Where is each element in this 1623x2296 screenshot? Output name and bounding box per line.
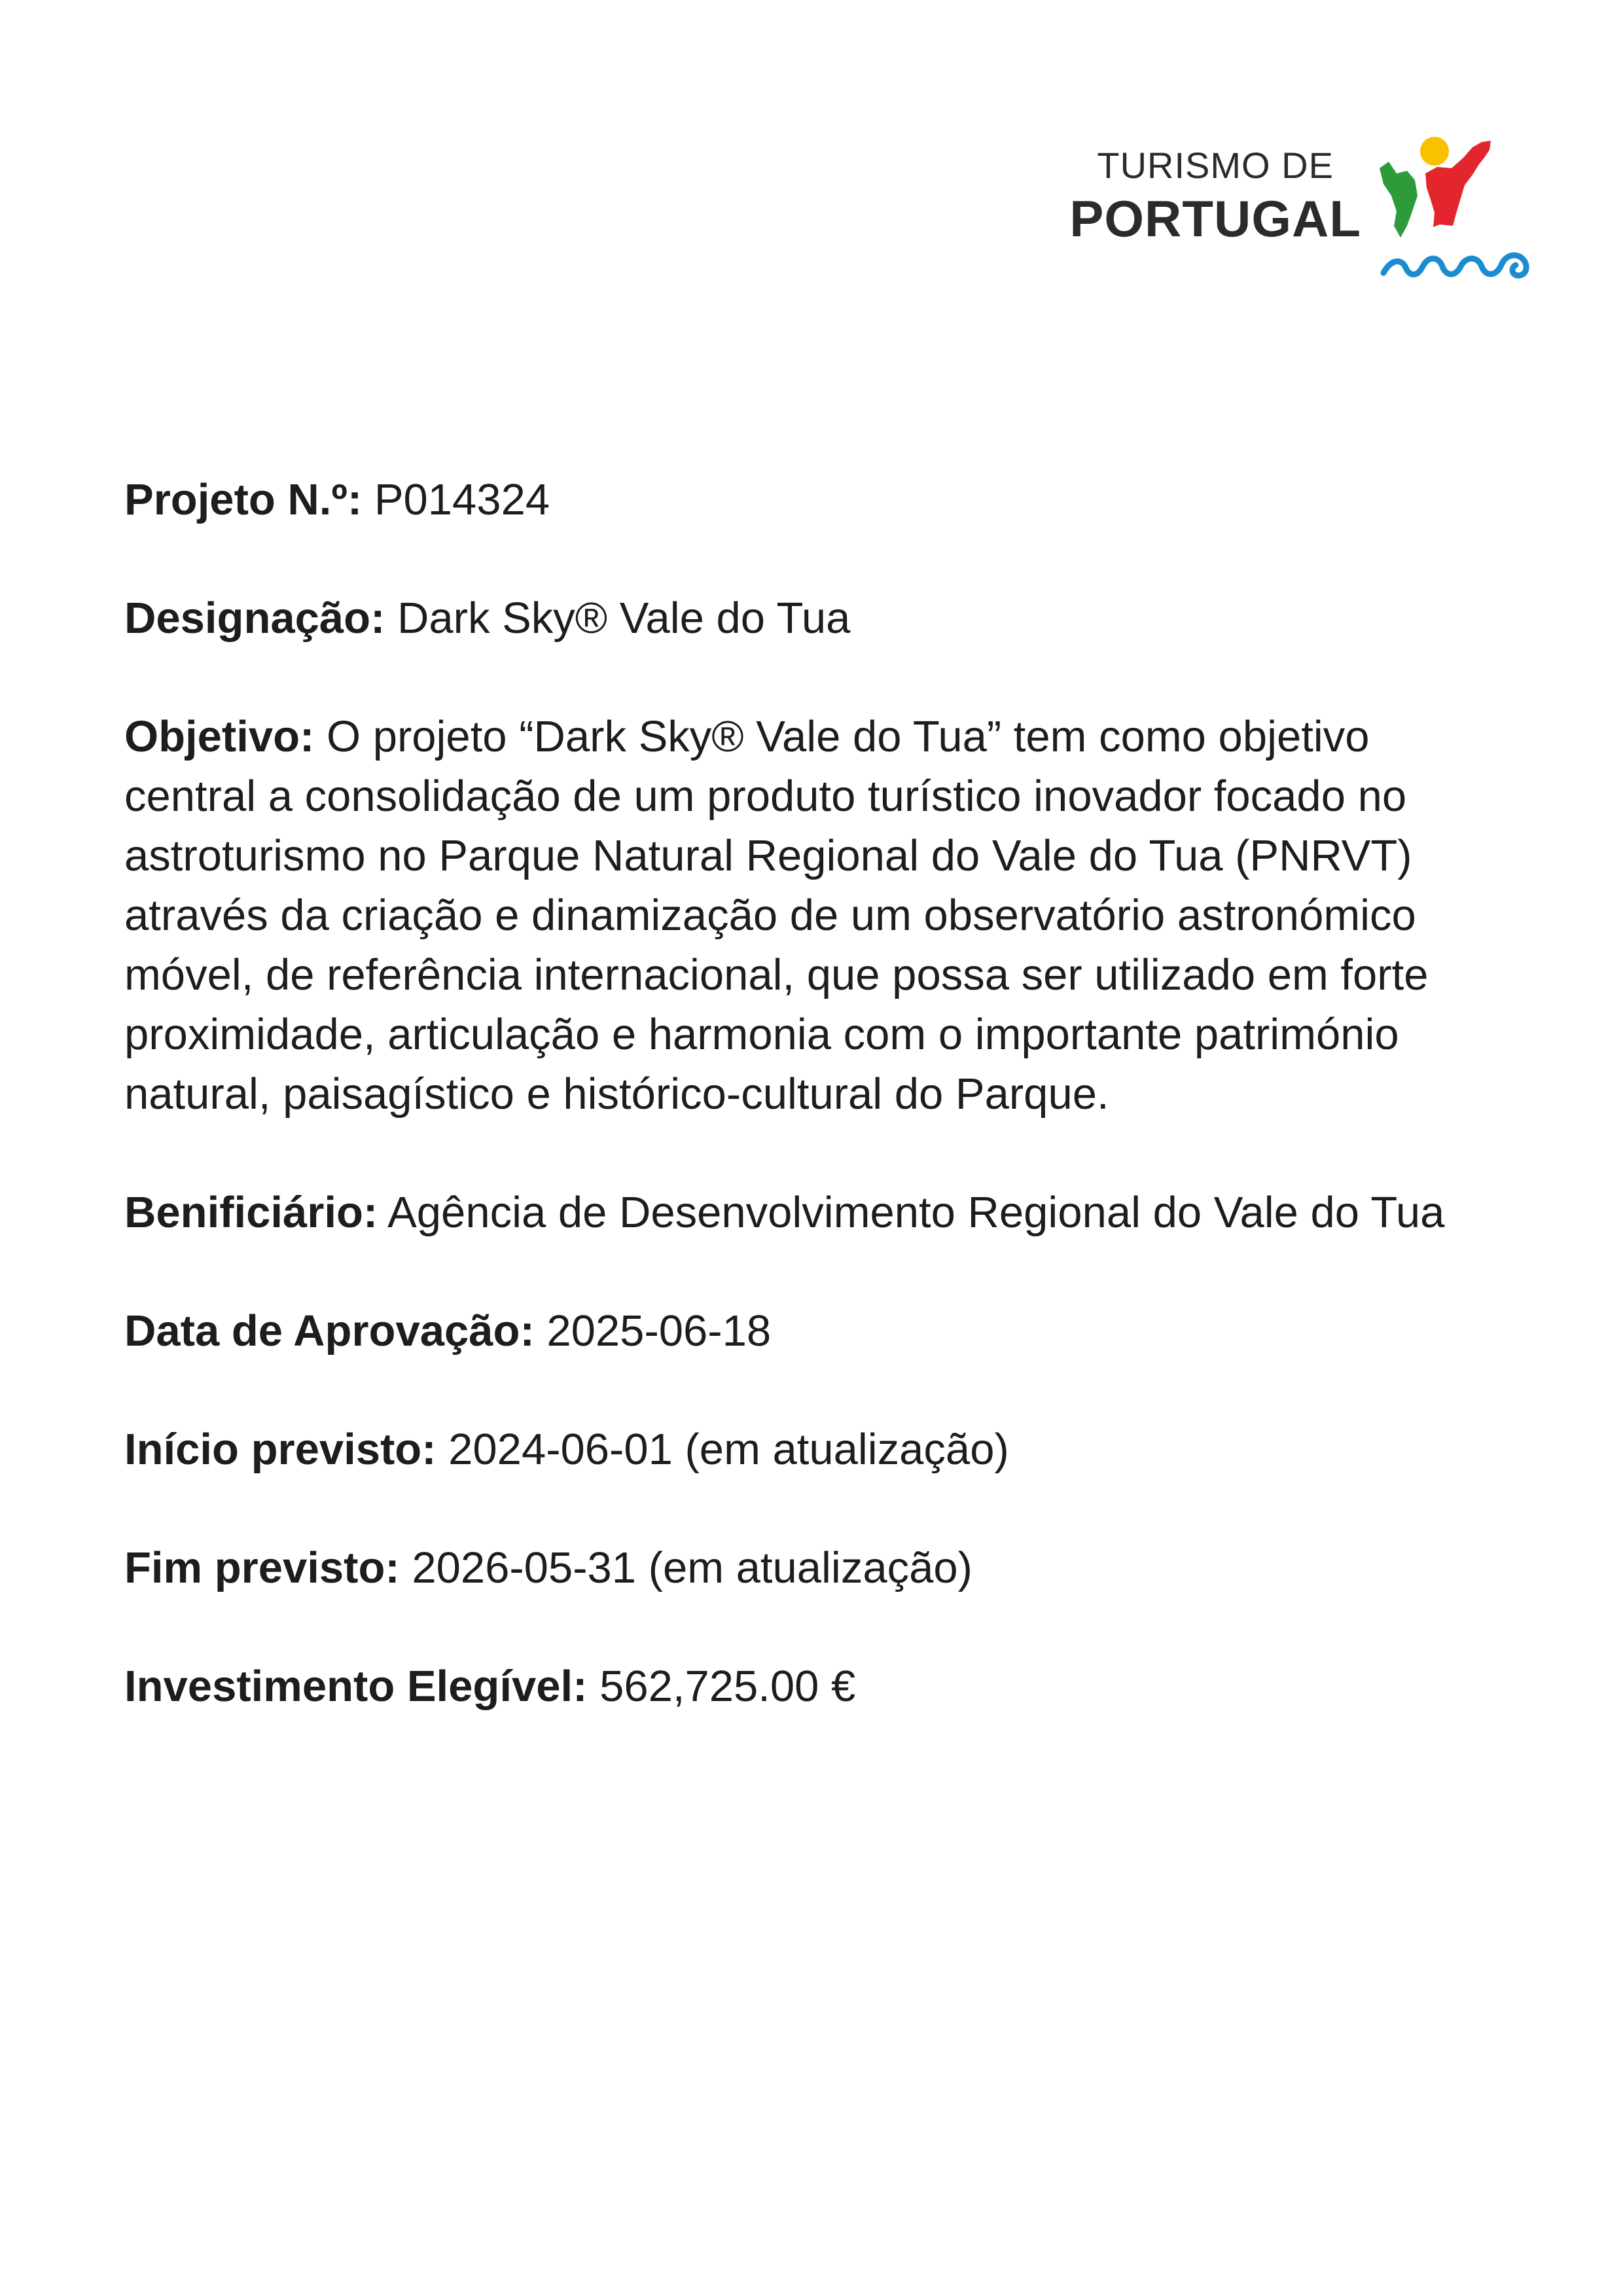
field-value: 2026-05-31 (em atualização) [412,1543,972,1592]
field-value: P014324 [374,475,550,524]
field-designacao [124,588,1512,648]
logo-line2: PORTUGAL [1069,190,1361,247]
field-value: Dark Sky® Vale do Tua [397,594,851,643]
field-projeto [124,470,1512,529]
field-investimento [124,1657,1512,1716]
turismo-portugal-symbol-icon [1374,128,1531,291]
field-label: Investimento Elegível: [124,1662,588,1711]
logo-wordmark [1069,145,1361,247]
logo-sun-shape [1420,137,1449,166]
field-objetivo [124,707,1512,1124]
field-value: 2024-06-01 (em atualização) [448,1425,1009,1474]
field-value: O projeto “Dark Sky® Vale do Tua” tem como objetivo central a consolidação de um produto turístico inovador focado no astroturismo no Parque Natural Regional do Vale do Tua (PNRVT) através da criação e dinamização de um observatório astronómico móvel, de referência internacional, que possa ser utilizado em forte proximidade, articulação e harmonia com o importante património natural, paisagístico e histórico-cultural do Parque. [124,712,1429,1119]
project-details [124,470,1512,1775]
field-value: Agência de Desenvolvimento Regional do Vale do Tua [387,1188,1445,1237]
field-label: Projeto N.º: [124,475,363,524]
field-value: 2025-06-18 [546,1306,772,1355]
field-label: Data de Aprovação: [124,1306,535,1355]
field-inicio-previsto [124,1420,1512,1479]
logo-wave-shape [1383,255,1526,276]
field-label: Início previsto: [124,1425,437,1474]
field-label: Fim previsto: [124,1543,400,1592]
field-fim-previsto [124,1538,1512,1598]
field-label: Designação: [124,594,385,643]
field-beneficiario [124,1183,1512,1242]
field-data-aprovacao [124,1301,1512,1361]
field-value: 562,725.00 € [599,1662,856,1711]
field-label: Objetivo: [124,712,315,761]
turismo-de-portugal-logo [1069,128,1531,291]
logo-line1: TURISMO DE [1097,145,1334,186]
field-label: Benificiário: [124,1188,378,1237]
logo-green-shape [1380,162,1418,238]
